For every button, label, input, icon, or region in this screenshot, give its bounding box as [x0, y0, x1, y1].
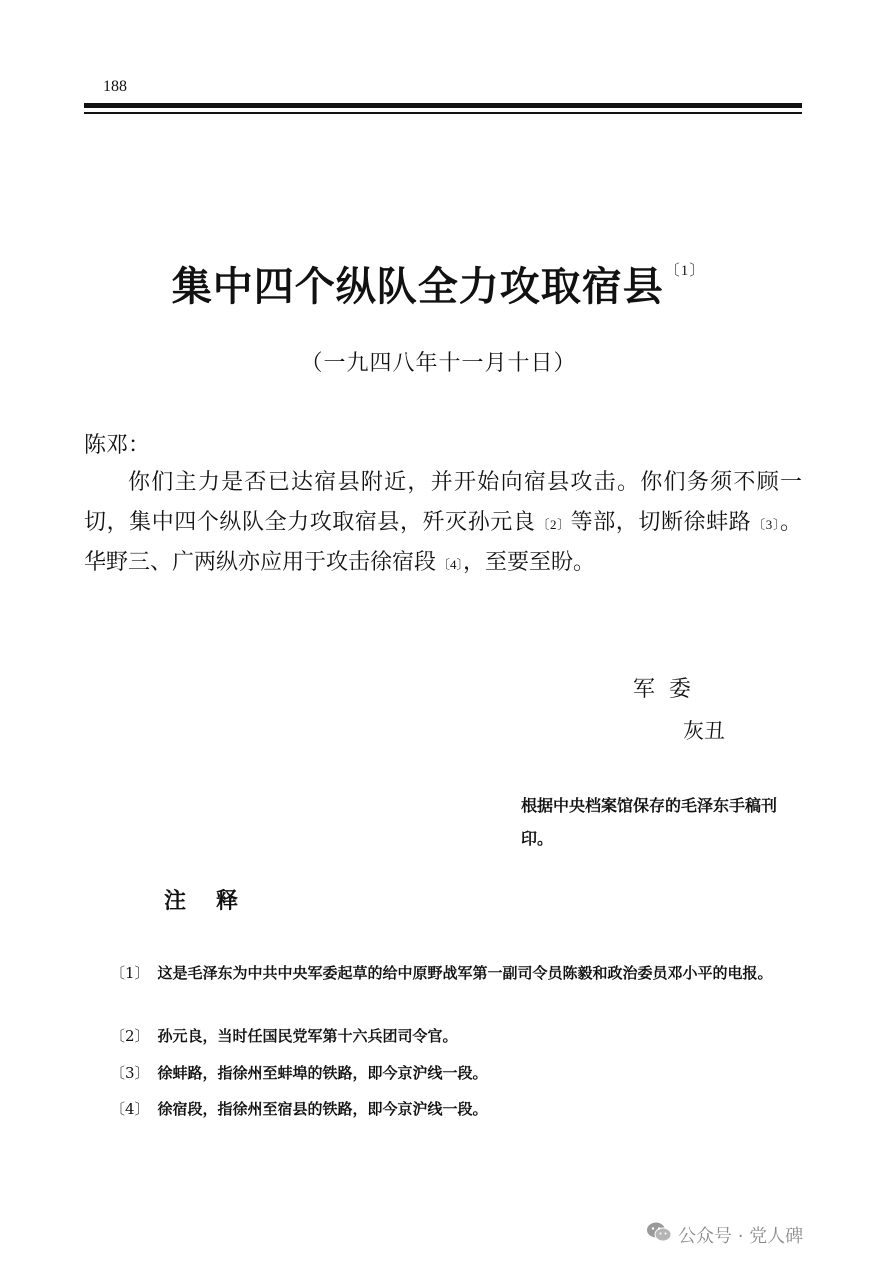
note-item — [84, 1094, 802, 1124]
body-part-1: 你们主力是否已达宿县附近，并开始向宿县攻击。你们务须不顾一切，集中四个纵队全力攻取宿县，歼灭孙元良 — [84, 470, 802, 535]
salutation: 陈邓： — [84, 433, 151, 458]
wechat-icon — [646, 1221, 672, 1248]
header-rule-thin — [84, 112, 802, 114]
note-text: 徐蚌路，指徐州至蚌埠的铁路，即今京沪线一段。 — [157, 1064, 488, 1082]
signature-date-code: 灰丑 — [683, 719, 725, 743]
document-title — [0, 255, 877, 312]
note-marker: 〔4〕 — [110, 1100, 150, 1118]
note-marker: 〔3〕 — [110, 1064, 150, 1082]
notes-heading: 注释 — [164, 889, 269, 914]
watermark — [646, 1221, 803, 1248]
date-line: （一九四八年十一月十日） — [300, 351, 577, 376]
note-ref-2: 〔2〕 — [536, 517, 571, 532]
note-ref-3: 〔3〕 — [752, 517, 780, 532]
note-marker: 〔1〕 — [110, 964, 150, 982]
note-marker: 〔2〕 — [110, 1027, 150, 1045]
title-note-ref: 〔1〕 — [664, 263, 706, 279]
note-item — [84, 1058, 802, 1088]
body-paragraph — [84, 463, 802, 583]
watermark-text: 公众号 · 党人碑 — [678, 1225, 804, 1247]
note-text: 徐宿段，指徐州至宿县的铁路，即今京沪线一段。 — [157, 1100, 488, 1118]
note-text: 这是毛泽东为中共中央军委起草的给中原野战军第一副司令员陈毅和政治委员邓小平的电报。 — [157, 964, 773, 982]
signature-sender: 军委 — [633, 677, 706, 702]
note-ref-4: 〔4〕 — [437, 557, 464, 572]
note-text: 孙元良，当时任国民党军第十六兵团司令官。 — [157, 1027, 458, 1045]
body-part-3: 。华野三、广两纵亦应用于攻击徐宿段 — [84, 510, 802, 575]
title-text: 集中四个纵队全力攻取宿县 — [171, 264, 664, 310]
page-number: 188 — [103, 78, 127, 95]
body-part-4: ，至要至盼。 — [463, 550, 596, 575]
header-rule-thick — [84, 103, 802, 108]
body-part-2: 等部，切断徐蚌路 — [570, 510, 752, 535]
source-note: 根据中央档案馆保存的毛泽东手稿刊印。 — [521, 796, 778, 848]
note-item — [84, 958, 802, 988]
note-item — [84, 1021, 802, 1051]
